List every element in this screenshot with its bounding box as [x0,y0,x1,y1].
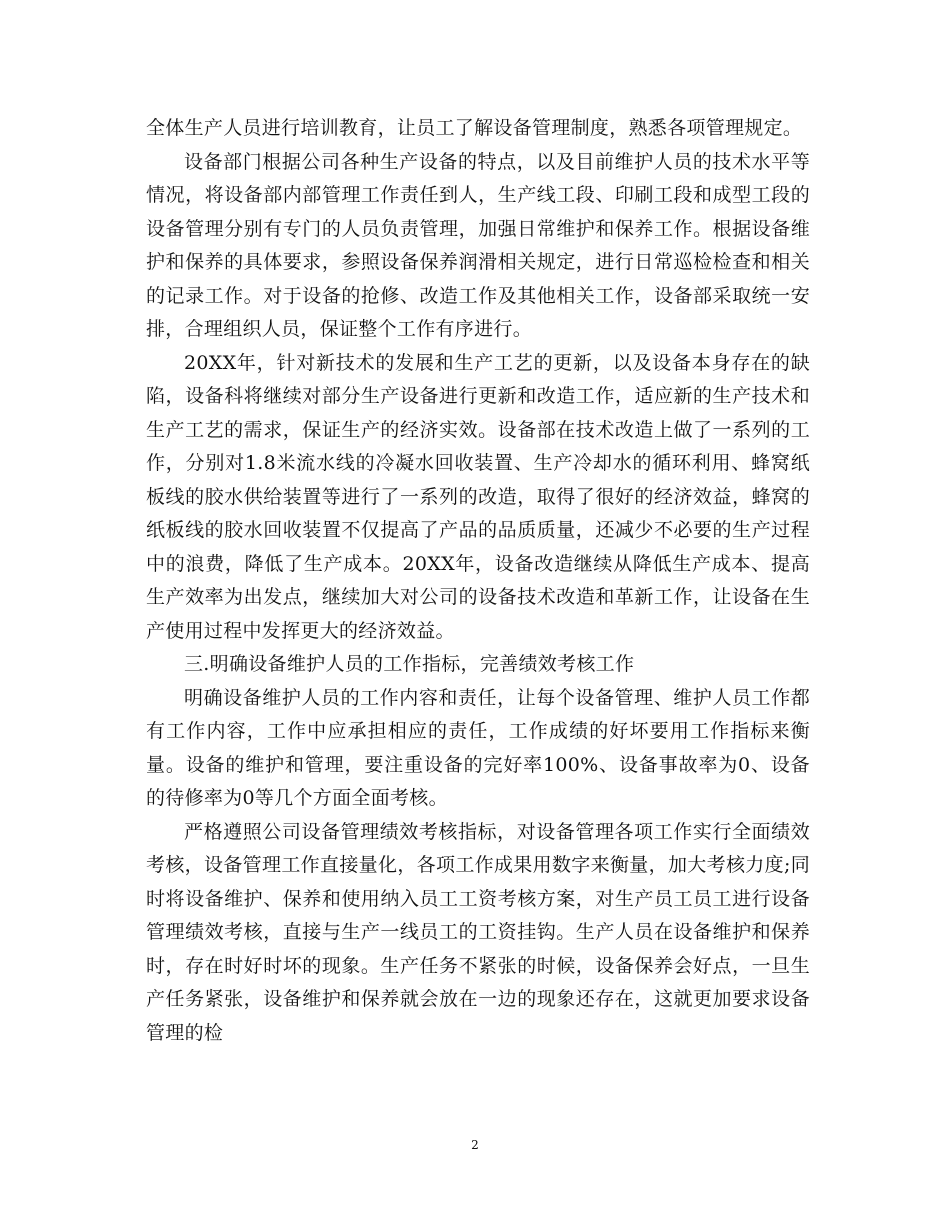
section-heading: 三.明确设备维护人员的工作指标，完善绩效考核工作 [184,653,635,675]
paragraph-2: 设备部门根据公司各种生产设备的特点，以及目前维护人员的技术水平等情况，将设备部内部管理工作责任到人，生产线工段、印刷工段和成型工段的设备管理分别有专门的人员负责管理，加强日常维护和保养工作。根据设备维护和保养的具体要求，参照设备保养润滑相关规定，进行日常巡检检查和相关的记录工作。对于设备的抢修、改造工作及其他相关工作，设备部采取统一安排，合理组织人员，保证整个工作有序进行。 [146,150,810,340]
paragraph-5: 明确设备维护人员的工作内容和责任，让每个设备管理、维护人员工作都有工作内容，工作中应承担相应的责任，工作成绩的好坏要用工作指标来衡量。设备的维护和管理，要注重设备的完好率100%、设备事故率为0、设备的待修率为0等几个方面全面考核。 [146,686,810,809]
document-body [146,112,810,1050]
paragraph-3: 20XX年，针对新技术的发展和生产工艺的更新，以及设备本身存在的缺陷，设备科将继续对部分生产设备进行更新和改造工作，适应新的生产技术和生产工艺的需求，保证生产的经济实效。设备部在技术改造上做了一系列的工作，分别对1.8米流水线的冷凝水回收装置、生产冷却水的循环利用、蜂窝纸板线的胶水供给装置等进行了一系列的改造，取得了很好的经济效益，蜂窝的纸板线的胶水回收装置不仅提高了产品的品质质量，还减少不必要的生产过程中的浪费，降低了生产成本。20XX年，设备改造继续从降低生产成本、提高生产效率为出发点，继续加大对公司的设备技术改造和革新工作，让设备在生产使用过程中发挥更大的经济效益。 [146,351,810,642]
paragraph-6: 严格遵照公司设备管理绩效考核指标，对设备管理各项工作实行全面绩效考核，设备管理工作直接量化，各项工作成果用数字来衡量，加大考核力度;同时将设备维护、保养和使用纳入员工工资考核方案，对生产员工员工进行设备管理绩效考核，直接与生产一线员工的工资挂钩。生产人员在设备维护和保养时，存在时好时坏的现象。生产任务不紧张的时候，设备保养会好点，一旦生产任务紧张，设备维护和保养就会放在一边的现象还存在，这就更加要求设备管理的检 [146,820,810,1044]
paragraph-1: 全体生产人员进行培训教育，让员工了解设备管理制度，熟悉各项管理规定。 [146,117,803,139]
page-number: 2 [471,1138,479,1152]
